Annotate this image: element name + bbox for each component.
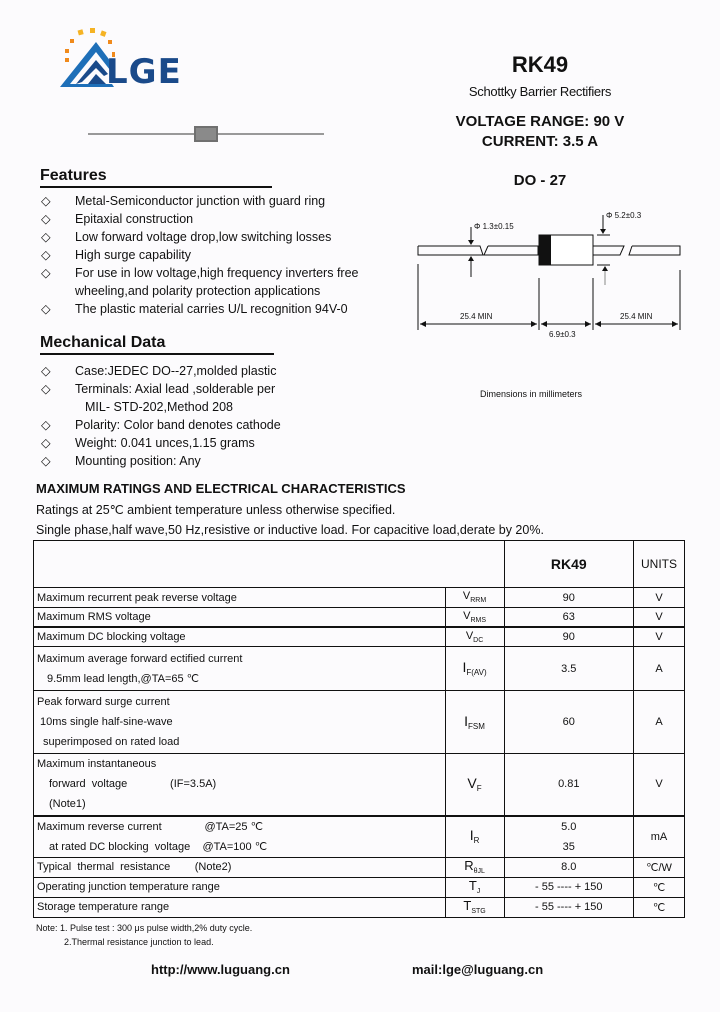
table-row xyxy=(34,691,685,754)
table-header-row xyxy=(34,541,685,588)
value-cell: - 55 ---- + 150 xyxy=(504,877,633,897)
diamond-bullet-icon: ◇ xyxy=(41,302,51,316)
diamond-bullet-icon: ◇ xyxy=(41,382,51,396)
features-list xyxy=(41,192,381,318)
header-blank-cell xyxy=(34,541,505,588)
symbol-cell: $I_R$ xyxy=(445,816,504,858)
unit-cell: ℃/W xyxy=(634,857,685,877)
unit-cell: A xyxy=(634,691,685,754)
list-item: ◇ Terminals: Axial lead ,solderable per MIL- STD-202,Method 208 xyxy=(41,382,276,414)
unit-cell: V xyxy=(634,754,685,816)
table-row xyxy=(34,857,685,877)
diamond-bullet-icon: ◇ xyxy=(41,248,51,262)
table-row xyxy=(34,627,685,647)
diamond-bullet-icon: ◇ xyxy=(41,230,51,244)
symbol-cell: $I_{F(AV)}$ xyxy=(445,647,504,691)
website-link[interactable]: http://www.luguang.cn xyxy=(151,962,290,977)
dimension-diagram xyxy=(410,200,690,350)
body-diameter-label: Φ 5.2±0.3 xyxy=(606,211,642,220)
lead-diameter-label: Φ 1.3±0.15 xyxy=(474,222,514,231)
ratings-title: MAXIMUM RATINGS AND ELECTRICAL CHARACTERISTICS xyxy=(36,481,406,496)
value-cell: 3.5 xyxy=(504,647,633,691)
value-cell: 0.81 xyxy=(504,754,633,816)
body-length-label: 6.9±0.3 xyxy=(549,330,576,339)
mechanical-list xyxy=(41,362,381,470)
unit-cell: mA xyxy=(634,816,685,858)
value-cell: 5.0 35 xyxy=(504,816,633,858)
symbol-cell: $V_F$ xyxy=(445,754,504,816)
part-subtitle: Schottky Barrier Rectifiers xyxy=(468,84,612,99)
list-item: ◇ High surge capability xyxy=(41,248,192,262)
list-item: ◇ Polarity: Color band denotes cathode xyxy=(41,418,281,432)
list-item: ◇ For use in low voltage,high frequency inverters free wheeling,and polarity protection applications xyxy=(41,266,359,298)
diamond-bullet-icon: ◇ xyxy=(41,266,51,280)
ratings-table xyxy=(33,540,685,918)
footnote-1: Note: 1. Pulse test : 300 μs pulse width,2% duty cycle. xyxy=(36,923,253,933)
value-cell: - 55 ---- + 150 xyxy=(504,897,633,917)
param-cell: Maximum average forward ectified current 9.5mm lead length,@TA=65 ℃ xyxy=(34,647,446,691)
diode-icon xyxy=(88,124,324,144)
param-cell: Peak forward surge current 10ms single half-sine-wave superimposed on rated load xyxy=(34,691,446,754)
symbol-cell: $T_{STG}$ xyxy=(445,897,504,917)
list-item: ◇ Case:JEDEC DO--27,molded plastic xyxy=(41,364,277,378)
diamond-bullet-icon: ◇ xyxy=(41,194,51,208)
ratings-note-1: Ratings at 25℃ ambient temperature unless otherwise specified. xyxy=(36,503,396,517)
param-cell: Maximum reverse current @TA=25 ℃ at rated DC blocking voltage @TA=100 ℃ xyxy=(34,816,446,858)
part-number-title: RK49 xyxy=(511,52,569,77)
table-row xyxy=(34,647,685,691)
param-cell: Maximum recurrent peak reverse voltage xyxy=(34,588,446,608)
value-cell: 90 xyxy=(504,627,633,647)
unit-cell: A xyxy=(634,647,685,691)
param-cell: Maximum DC blocking voltage xyxy=(34,627,446,647)
list-item: ◇ Epitaxial construction xyxy=(41,212,194,226)
param-cell: Maximum instantaneous forward voltage (IF=3.5A) (Note1) xyxy=(34,754,446,816)
diamond-bullet-icon: ◇ xyxy=(41,212,51,226)
features-title: Features xyxy=(40,167,272,188)
lead-length-right-label: 25.4 MIN xyxy=(620,312,653,321)
table-row xyxy=(34,588,685,608)
unit-cell: V xyxy=(634,588,685,608)
unit-cell: ℃ xyxy=(634,877,685,897)
ratings-note-2: Single phase,half wave,50 Hz,resistive or inductive load. For capacitive load,derate by 20%. xyxy=(36,523,544,537)
diamond-bullet-icon: ◇ xyxy=(41,454,51,468)
voltage-range: VOLTAGE RANGE: 90 V xyxy=(455,113,625,130)
param-cell: Maximum RMS voltage xyxy=(34,608,446,627)
list-item: ◇ Weight: 0.041 unces,1.15 grams xyxy=(41,436,255,450)
diamond-bullet-icon: ◇ xyxy=(41,418,51,432)
mechanical-title: Mechanical Data xyxy=(40,334,274,355)
list-item: ◇ Low forward voltage drop,low switching losses xyxy=(41,230,332,244)
list-item: ◇ The plastic material carries U/L recognition 94V-0 xyxy=(41,302,348,316)
do27-outline-icon xyxy=(410,200,690,350)
unit-cell: V xyxy=(634,627,685,647)
table-row xyxy=(34,897,685,917)
symbol-cell: $I_{FSM}$ xyxy=(445,691,504,754)
list-item: ◇ Metal-Semiconductor junction with guard ring xyxy=(41,194,326,208)
value-cell: 90 xyxy=(504,588,633,608)
table-row xyxy=(34,816,685,858)
lead-length-left-label: 25.4 MIN xyxy=(460,312,493,321)
param-cell: Storage temperature range xyxy=(34,897,446,917)
table-row xyxy=(34,608,685,627)
symbol-cell: $T_J$ xyxy=(445,877,504,897)
unit-cell: ℃ xyxy=(634,897,685,917)
value-cell: 60 xyxy=(504,691,633,754)
list-item: ◇ Mounting position: Any xyxy=(41,454,201,468)
value-cell: 8.0 xyxy=(504,857,633,877)
unit-cell: V xyxy=(634,608,685,627)
symbol-cell: $V_{RMS}$ xyxy=(445,608,504,627)
footnote-2: 2.Thermal resistance junction to lead. xyxy=(64,937,214,947)
table-row xyxy=(34,754,685,816)
diode-photo xyxy=(88,124,324,144)
symbol-cell: $V_{DC}$ xyxy=(445,627,504,647)
mechanical-section xyxy=(40,334,274,355)
package-name: DO - 27 xyxy=(513,172,567,189)
email-link[interactable]: mail:lge@luguang.cn xyxy=(412,962,544,977)
symbol-cell: $R_{\theta JL}$ xyxy=(445,857,504,877)
symbol-cell: $V_{RRM}$ xyxy=(445,588,504,608)
table-row xyxy=(34,877,685,897)
param-cell: Operating junction temperature range xyxy=(34,877,446,897)
header-part-cell: RK49 xyxy=(504,541,633,588)
features-section xyxy=(40,167,272,188)
diamond-bullet-icon: ◇ xyxy=(41,364,51,378)
dimensions-caption: Dimensions in millimeters xyxy=(480,389,583,399)
brand-name: LGE xyxy=(106,52,182,92)
value-cell: 63 xyxy=(504,608,633,627)
header-units-cell: UNITS xyxy=(634,541,685,588)
current-rating: CURRENT: 3.5 A xyxy=(481,133,599,150)
diamond-bullet-icon: ◇ xyxy=(41,436,51,450)
param-cell: Typical thermal resistance (Note2) xyxy=(34,857,446,877)
